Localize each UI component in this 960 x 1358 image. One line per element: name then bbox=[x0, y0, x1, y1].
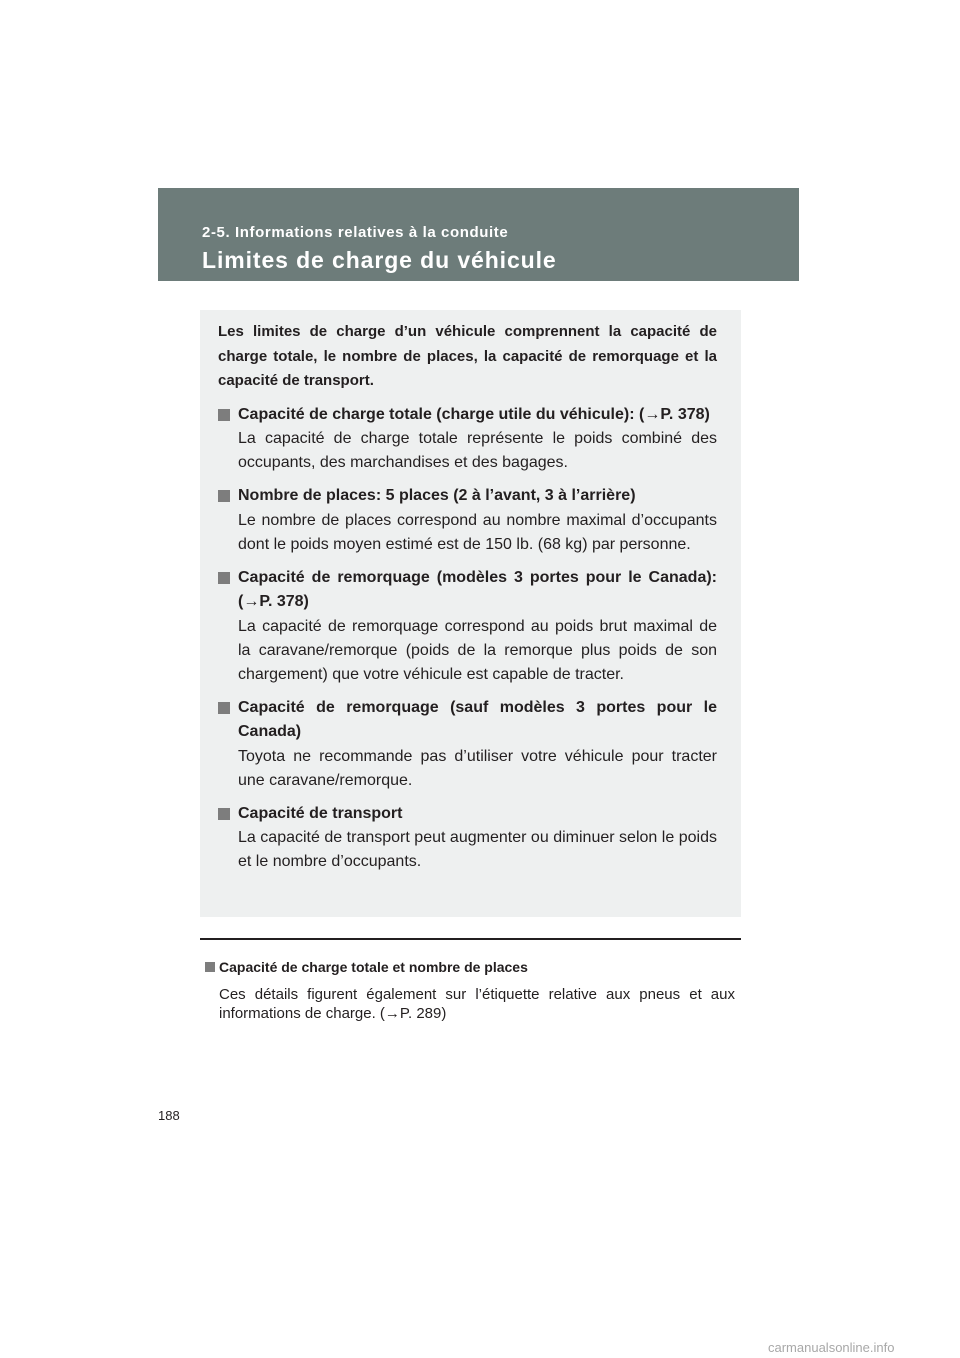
square-bullet-icon bbox=[218, 409, 230, 421]
chapter-header bbox=[158, 188, 799, 281]
item-heading: Capacité de charge totale (charge utile du véhicule): (→P. 378) bbox=[238, 405, 710, 423]
item-body: La capacité de remorquage correspond au poids brut maximal de la caravane/remorque (poids de la remorque plus poids de son chargement) que votre véhicule est capable de tracter. bbox=[238, 617, 717, 683]
item-heading: Capacité de remorquage (modèles 3 portes pour le Canada): (→P. 378) bbox=[238, 568, 717, 610]
watermark: carmanualsonline.info bbox=[768, 1340, 895, 1355]
item-body: Toyota ne recommande pas d’utiliser votre véhicule pour tracter une caravane/remorque. bbox=[238, 747, 717, 789]
square-bullet-icon bbox=[218, 490, 230, 502]
note-section bbox=[205, 957, 735, 1038]
square-bullet-icon bbox=[218, 572, 230, 584]
item-body: La capacité de transport peut augmenter ou diminuer selon le poids et le nombre d’occupants. bbox=[238, 829, 717, 870]
square-bullet-icon bbox=[218, 808, 230, 820]
item-heading: Nombre de places: 5 places (2 à l’avant, 3 à l’arrière) bbox=[238, 487, 636, 504]
intro-text: Les limites de charge d’un véhicule comprennent la capacité de charge totale, le nombre de places, la capacité de remorquage et la capacité de transport. bbox=[218, 323, 717, 389]
list-item bbox=[218, 802, 717, 875]
item-body: La capacité de charge totale représente le poids combiné des occupants, des marchandises et des bagages. bbox=[238, 430, 717, 471]
page-title: Limites de charge du véhicule bbox=[202, 247, 557, 273]
note-body: Ces détails figurent également sur l’étiquette relative aux pneus et aux informations de charge. (→P. 289) bbox=[219, 986, 735, 1022]
section-label: 2-5. Informations relatives à la conduite bbox=[202, 224, 509, 241]
list-item bbox=[218, 484, 717, 557]
square-bullet-icon bbox=[205, 962, 215, 972]
list-item bbox=[218, 696, 717, 793]
square-bullet-icon bbox=[218, 702, 230, 714]
section-divider bbox=[200, 938, 741, 940]
note-heading: Capacité de charge totale et nombre de places bbox=[219, 959, 528, 975]
summary-box bbox=[200, 310, 741, 917]
list-item bbox=[218, 403, 717, 476]
page-number: 188 bbox=[158, 1108, 180, 1123]
list-item bbox=[218, 566, 717, 687]
item-heading: Capacité de transport bbox=[238, 804, 403, 822]
item-heading: Capacité de remorquage (sauf modèles 3 portes pour le Canada) bbox=[238, 698, 717, 740]
item-body: Le nombre de places correspond au nombre maximal d’occupants dont le poids moyen estimé est de 150 lb. (68 kg) par personne. bbox=[238, 511, 717, 553]
